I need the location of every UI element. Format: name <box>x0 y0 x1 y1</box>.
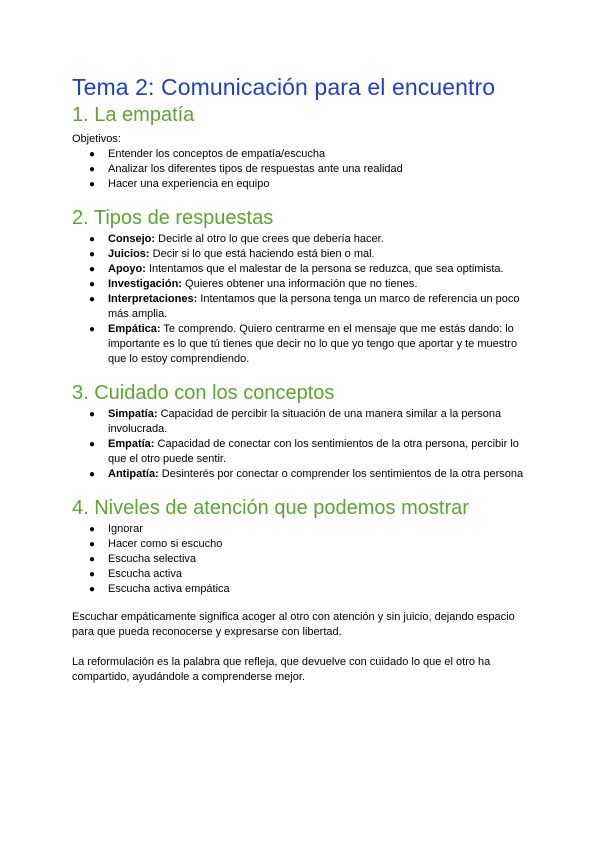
term-label: Investigación: <box>108 278 182 290</box>
bullet-icon: ● <box>89 524 96 535</box>
list-item: ● Antipatía: Desinterés por conectar o comprender los sentimientos de la otra persona <box>89 468 524 480</box>
section-heading-cuidado-conceptos: 3. Cuidado con los conceptos <box>72 382 335 404</box>
bullet-icon: ● <box>89 249 96 260</box>
objetivos-label: Objetivos: <box>72 133 121 145</box>
tipos-respuestas-list <box>72 232 528 367</box>
bullet-icon: ● <box>89 539 96 550</box>
bullet-icon: ● <box>89 554 96 565</box>
document-title: Tema 2: Comunicación para el encuentro <box>72 74 496 100</box>
list-item: ● Apoyo: Intentamos que el malestar de la persona se reduzca, que sea optimista. <box>89 263 504 275</box>
term-label: Antipatía: <box>108 468 159 480</box>
bullet-icon: ● <box>89 569 96 580</box>
objetivos-list <box>72 147 528 192</box>
bullet-icon: ● <box>89 179 96 190</box>
list-item: ● Juicios: Decir si lo que está haciendo está bien o mal. <box>89 248 375 260</box>
paragraph-escuchar-empaticamente: Escuchar empáticamente significa acoger al otro con atención y sin juicio, dejando espacio para que pueda reconocerse y expresarse con libertad. <box>72 611 515 638</box>
term-label: Simpatía: <box>108 408 158 420</box>
bullet-icon: ● <box>89 469 96 480</box>
term-label: Empática: <box>108 323 161 335</box>
list-item: ● Consejo: Decirle al otro lo que crees que debería hacer. <box>89 233 384 245</box>
term-label: Apoyo: <box>108 263 146 275</box>
section-heading-tipos-respuestas: 2. Tipos de respuestas <box>72 207 274 229</box>
list-item: ● Empatía: Capacidad de conectar con los sentimientos de la otra persona, percibir lo que el otro puede sentir. <box>89 438 519 465</box>
list-item: ● Ignorar <box>89 523 143 535</box>
list-item: ● Hacer como si escucho <box>89 538 223 550</box>
term-label: Consejo: <box>108 233 156 245</box>
section-heading-niveles-atencion: 4. Niveles de atención que podemos mostrar <box>72 497 469 519</box>
list-item: ● Hacer una experiencia en equipo <box>89 178 270 190</box>
conceptos-list <box>72 407 528 482</box>
bullet-icon: ● <box>89 149 96 160</box>
term-label: Empatía: <box>108 438 155 450</box>
bullet-icon: ● <box>89 584 96 595</box>
bullet-icon: ● <box>89 264 96 275</box>
bullet-icon: ● <box>89 439 96 450</box>
list-item: ● Simpatía: Capacidad de percibir la situación de una manera similar a la persona involucrada. <box>89 408 502 435</box>
bullet-icon: ● <box>89 164 96 175</box>
list-item: ● Escucha activa empática <box>89 583 230 595</box>
term-label: Interpretaciones: <box>108 293 198 305</box>
bullet-icon: ● <box>89 234 96 245</box>
bullet-icon: ● <box>89 409 96 420</box>
list-item: ● Investigación: Quieres obtener una información que no tienes. <box>89 278 418 290</box>
bullet-icon: ● <box>89 324 96 335</box>
niveles-list <box>72 522 528 597</box>
list-item: ● Analizar los diferentes tipos de respuestas ante una realidad <box>89 163 403 175</box>
list-item: ● Empática: Te comprendo. Quiero centrarme en el mensaje que me estás dando: lo importante es lo que tú tienes que decir no lo que yo tengo que aportar y te muestro que lo estoy comprendiendo. <box>89 323 518 365</box>
list-item: ● Interpretaciones: Intentamos que la persona tenga un marco de referencia un poco más amplia. <box>89 293 520 320</box>
section-heading-empatia: 1. La empatía <box>72 104 195 126</box>
paragraph-reformulacion: La reformulación es la palabra que refleja, que devuelve con cuidado lo que el otro ha compartido, ayudándole a comprenderse mejor. <box>72 656 491 683</box>
list-item: ● Entender los conceptos de empatía/escucha <box>89 148 326 160</box>
term-label: Juicios: <box>108 248 150 260</box>
list-item: ● Escucha activa <box>89 568 182 580</box>
list-item: ● Escucha selectiva <box>89 553 197 565</box>
bullet-icon: ● <box>89 279 96 290</box>
bullet-icon: ● <box>89 294 96 305</box>
